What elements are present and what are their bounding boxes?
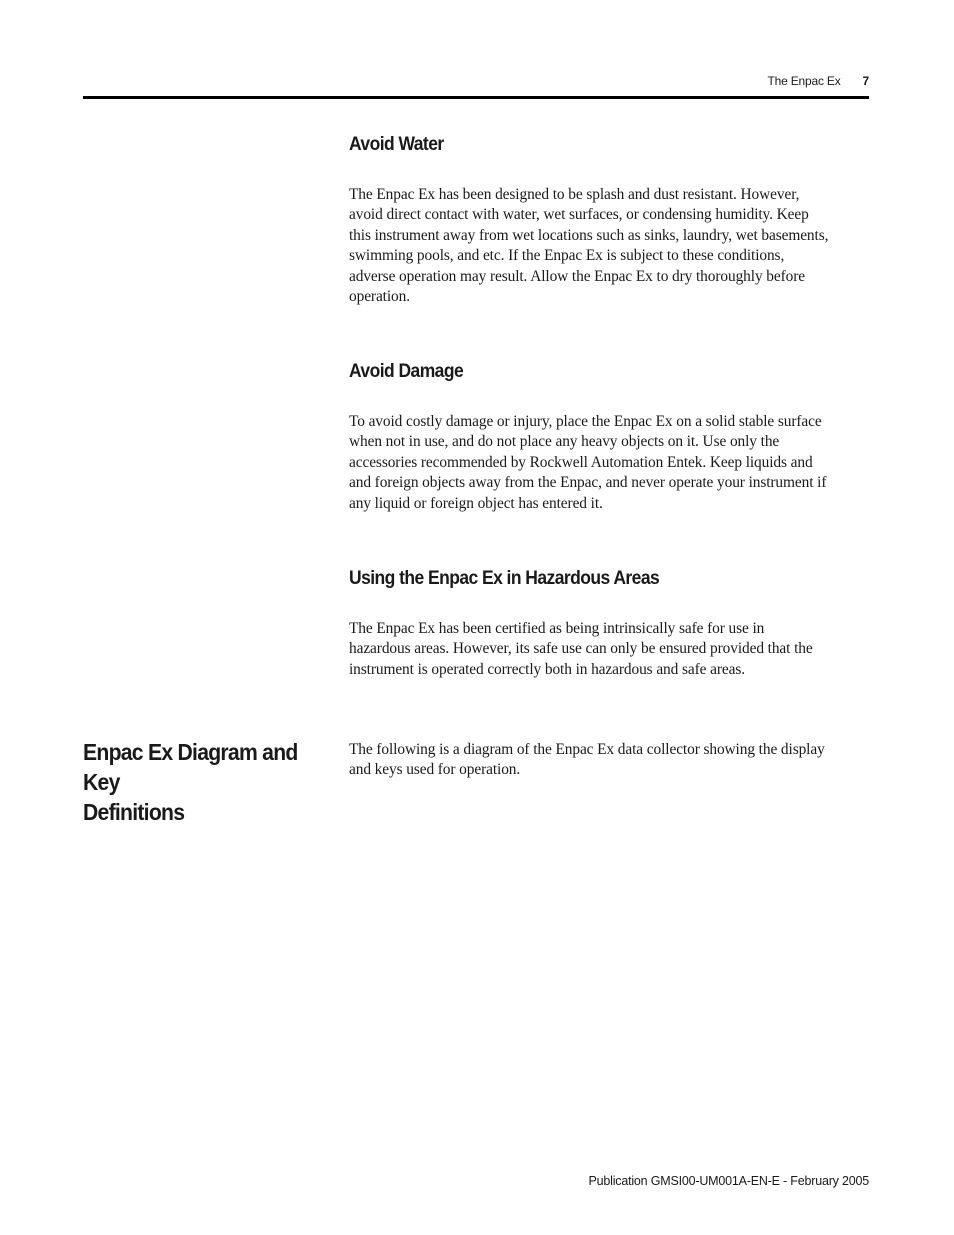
paragraph-avoid-damage (349, 412, 869, 514)
text-line: any liquid or foreign object has entered it. (349, 494, 603, 512)
page-number: 7 (862, 74, 869, 88)
side-heading-line: Enpac Ex Diagram and Key (83, 739, 298, 795)
text-line: accessories recommended by Rockwell Automation Entek. Keep liquids and (349, 453, 813, 471)
paragraph-diagram (349, 740, 869, 781)
text-line: avoid direct contact with water, wet surfaces, or condensing humidity. Keep (349, 206, 809, 224)
section-heading-avoid-water: Avoid Water (349, 134, 444, 155)
text-line: and foreign objects away from the Enpac, and never operate your instrument if (349, 474, 827, 492)
footer-publication: Publication GMSI00-UM001A-EN-E - February 2005 (588, 1174, 869, 1188)
text-line: To avoid costly damage or injury, place the Enpac Ex on a solid stable surface (349, 413, 822, 430)
section-hazardous-areas (349, 568, 869, 680)
section-avoid-damage (349, 361, 869, 514)
running-header (768, 74, 869, 88)
header-chapter-title: The Enpac Ex (767, 74, 841, 88)
text-line: The Enpac Ex has been designed to be splash and dust resistant. However, (349, 186, 800, 203)
section-diagram (349, 740, 869, 781)
text-line: The following is a diagram of the Enpac Ex data collector showing the display (349, 741, 825, 758)
text-line: and keys used for operation. (349, 761, 521, 779)
section-heading-hazardous-areas: Using the Enpac Ex in Hazardous Areas (349, 568, 660, 589)
text-line: hazardous areas. However, its safe use can only be ensured provided that the (349, 640, 813, 658)
paragraph-hazardous-areas (349, 619, 869, 680)
text-line: operation. (349, 288, 410, 306)
text-line: this instrument away from wet locations such as sinks, laundry, wet basements, (349, 226, 829, 244)
section-avoid-water (349, 134, 869, 307)
paragraph-avoid-water (349, 185, 869, 307)
text-line: adverse operation may result. Allow the Enpac Ex to dry thoroughly before (349, 267, 805, 285)
text-line: when not in use, and do not place any heavy objects on it. Use only the (349, 433, 780, 451)
text-line: swimming pools, and etc. If the Enpac Ex is subject to these conditions, (349, 247, 785, 265)
side-heading-diagram (83, 737, 322, 827)
header-rule (83, 96, 869, 99)
text-line: instrument is operated correctly both in hazardous and safe areas. (349, 660, 745, 678)
text-line: The Enpac Ex has been certified as being intrinsically safe for use in (349, 620, 765, 637)
side-heading-line: Definitions (83, 799, 185, 825)
section-heading-avoid-damage: Avoid Damage (349, 361, 464, 382)
